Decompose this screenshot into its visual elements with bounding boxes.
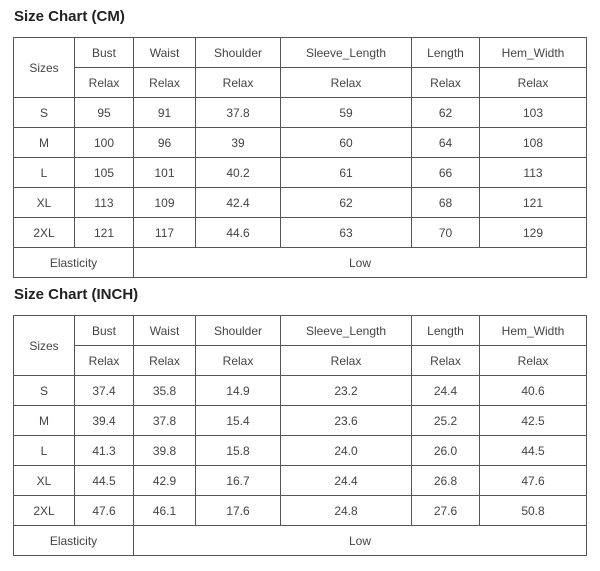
value-cell: 39.8: [134, 436, 196, 466]
value-cell: 41.3: [75, 436, 134, 466]
size-cell: L: [14, 436, 75, 466]
value-cell: 47.6: [480, 466, 587, 496]
value-cell: 15.8: [196, 436, 281, 466]
value-cell: 40.6: [480, 376, 587, 406]
value-cell: 26.0: [412, 436, 480, 466]
size-chart-inch-title: Size Chart (INCH): [14, 286, 139, 303]
table-row: [14, 406, 587, 436]
elasticity-value: Low: [134, 248, 587, 278]
subheader-row: [14, 68, 587, 98]
column-header: Hem_Width: [480, 38, 587, 68]
relax-label: Relax: [412, 346, 480, 376]
sizes-header: Sizes: [14, 38, 75, 98]
elasticity-value: Low: [134, 526, 587, 556]
header-row: [14, 38, 587, 68]
elasticity-label: Elasticity: [14, 526, 134, 556]
value-cell: 24.4: [281, 466, 412, 496]
value-cell: 60: [281, 128, 412, 158]
value-cell: 23.2: [281, 376, 412, 406]
value-cell: 39.4: [75, 406, 134, 436]
value-cell: 109: [134, 188, 196, 218]
value-cell: 66: [412, 158, 480, 188]
relax-label: Relax: [281, 346, 412, 376]
elasticity-row: [14, 248, 587, 278]
value-cell: 101: [134, 158, 196, 188]
relax-label: Relax: [134, 68, 196, 98]
value-cell: 37.8: [196, 98, 281, 128]
value-cell: 42.5: [480, 406, 587, 436]
column-header: Waist: [134, 38, 196, 68]
size-cell: S: [14, 98, 75, 128]
value-cell: 103: [480, 98, 587, 128]
value-cell: 62: [412, 98, 480, 128]
column-header: Hem_Width: [480, 316, 587, 346]
value-cell: 27.6: [412, 496, 480, 526]
value-cell: 14.9: [196, 376, 281, 406]
value-cell: 26.8: [412, 466, 480, 496]
value-cell: 91: [134, 98, 196, 128]
size-chart-cm-title: Size Chart (CM): [14, 8, 125, 25]
sizes-header: Sizes: [14, 316, 75, 376]
value-cell: 113: [480, 158, 587, 188]
header-row: [14, 316, 587, 346]
value-cell: 42.4: [196, 188, 281, 218]
relax-label: Relax: [480, 346, 587, 376]
value-cell: 62: [281, 188, 412, 218]
value-cell: 50.8: [480, 496, 587, 526]
value-cell: 121: [75, 218, 134, 248]
size-cell: XL: [14, 188, 75, 218]
value-cell: 39: [196, 128, 281, 158]
relax-label: Relax: [480, 68, 587, 98]
column-header: Shoulder: [196, 316, 281, 346]
value-cell: 117: [134, 218, 196, 248]
value-cell: 70: [412, 218, 480, 248]
value-cell: 15.4: [196, 406, 281, 436]
value-cell: 108: [480, 128, 587, 158]
size-cell: M: [14, 128, 75, 158]
size-cell: L: [14, 158, 75, 188]
relax-label: Relax: [196, 346, 281, 376]
relax-label: Relax: [134, 346, 196, 376]
column-header: Sleeve_Length: [281, 38, 412, 68]
elasticity-row: [14, 526, 587, 556]
size-cell: 2XL: [14, 218, 75, 248]
value-cell: 68: [412, 188, 480, 218]
relax-label: Relax: [75, 68, 134, 98]
value-cell: 44.5: [75, 466, 134, 496]
value-cell: 113: [75, 188, 134, 218]
column-header: Length: [412, 38, 480, 68]
value-cell: 100: [75, 128, 134, 158]
value-cell: 59: [281, 98, 412, 128]
size-chart-cm-table: [13, 37, 587, 278]
value-cell: 16.7: [196, 466, 281, 496]
table-row: [14, 436, 587, 466]
table-row: [14, 496, 587, 526]
value-cell: 64: [412, 128, 480, 158]
column-header: Shoulder: [196, 38, 281, 68]
relax-label: Relax: [75, 346, 134, 376]
table-row: [14, 218, 587, 248]
value-cell: 129: [480, 218, 587, 248]
value-cell: 42.9: [134, 466, 196, 496]
value-cell: 37.8: [134, 406, 196, 436]
value-cell: 24.4: [412, 376, 480, 406]
column-header: Bust: [75, 316, 134, 346]
value-cell: 23.6: [281, 406, 412, 436]
column-header: Bust: [75, 38, 134, 68]
table-row: [14, 128, 587, 158]
value-cell: 35.8: [134, 376, 196, 406]
table-row: [14, 376, 587, 406]
relax-label: Relax: [412, 68, 480, 98]
table-row: [14, 466, 587, 496]
value-cell: 63: [281, 218, 412, 248]
size-cell: 2XL: [14, 496, 75, 526]
value-cell: 44.5: [480, 436, 587, 466]
table-row: [14, 158, 587, 188]
size-chart-inch-table: [13, 315, 587, 556]
column-header: Sleeve_Length: [281, 316, 412, 346]
relax-label: Relax: [281, 68, 412, 98]
size-cell: S: [14, 376, 75, 406]
table-row: [14, 98, 587, 128]
value-cell: 17.6: [196, 496, 281, 526]
value-cell: 44.6: [196, 218, 281, 248]
value-cell: 105: [75, 158, 134, 188]
subheader-row: [14, 346, 587, 376]
column-header: Length: [412, 316, 480, 346]
value-cell: 121: [480, 188, 587, 218]
elasticity-label: Elasticity: [14, 248, 134, 278]
value-cell: 95: [75, 98, 134, 128]
column-header: Waist: [134, 316, 196, 346]
value-cell: 24.0: [281, 436, 412, 466]
size-cell: XL: [14, 466, 75, 496]
value-cell: 40.2: [196, 158, 281, 188]
value-cell: 37.4: [75, 376, 134, 406]
value-cell: 96: [134, 128, 196, 158]
size-cell: M: [14, 406, 75, 436]
value-cell: 24.8: [281, 496, 412, 526]
relax-label: Relax: [196, 68, 281, 98]
value-cell: 47.6: [75, 496, 134, 526]
value-cell: 46.1: [134, 496, 196, 526]
value-cell: 61: [281, 158, 412, 188]
table-row: [14, 188, 587, 218]
value-cell: 25.2: [412, 406, 480, 436]
